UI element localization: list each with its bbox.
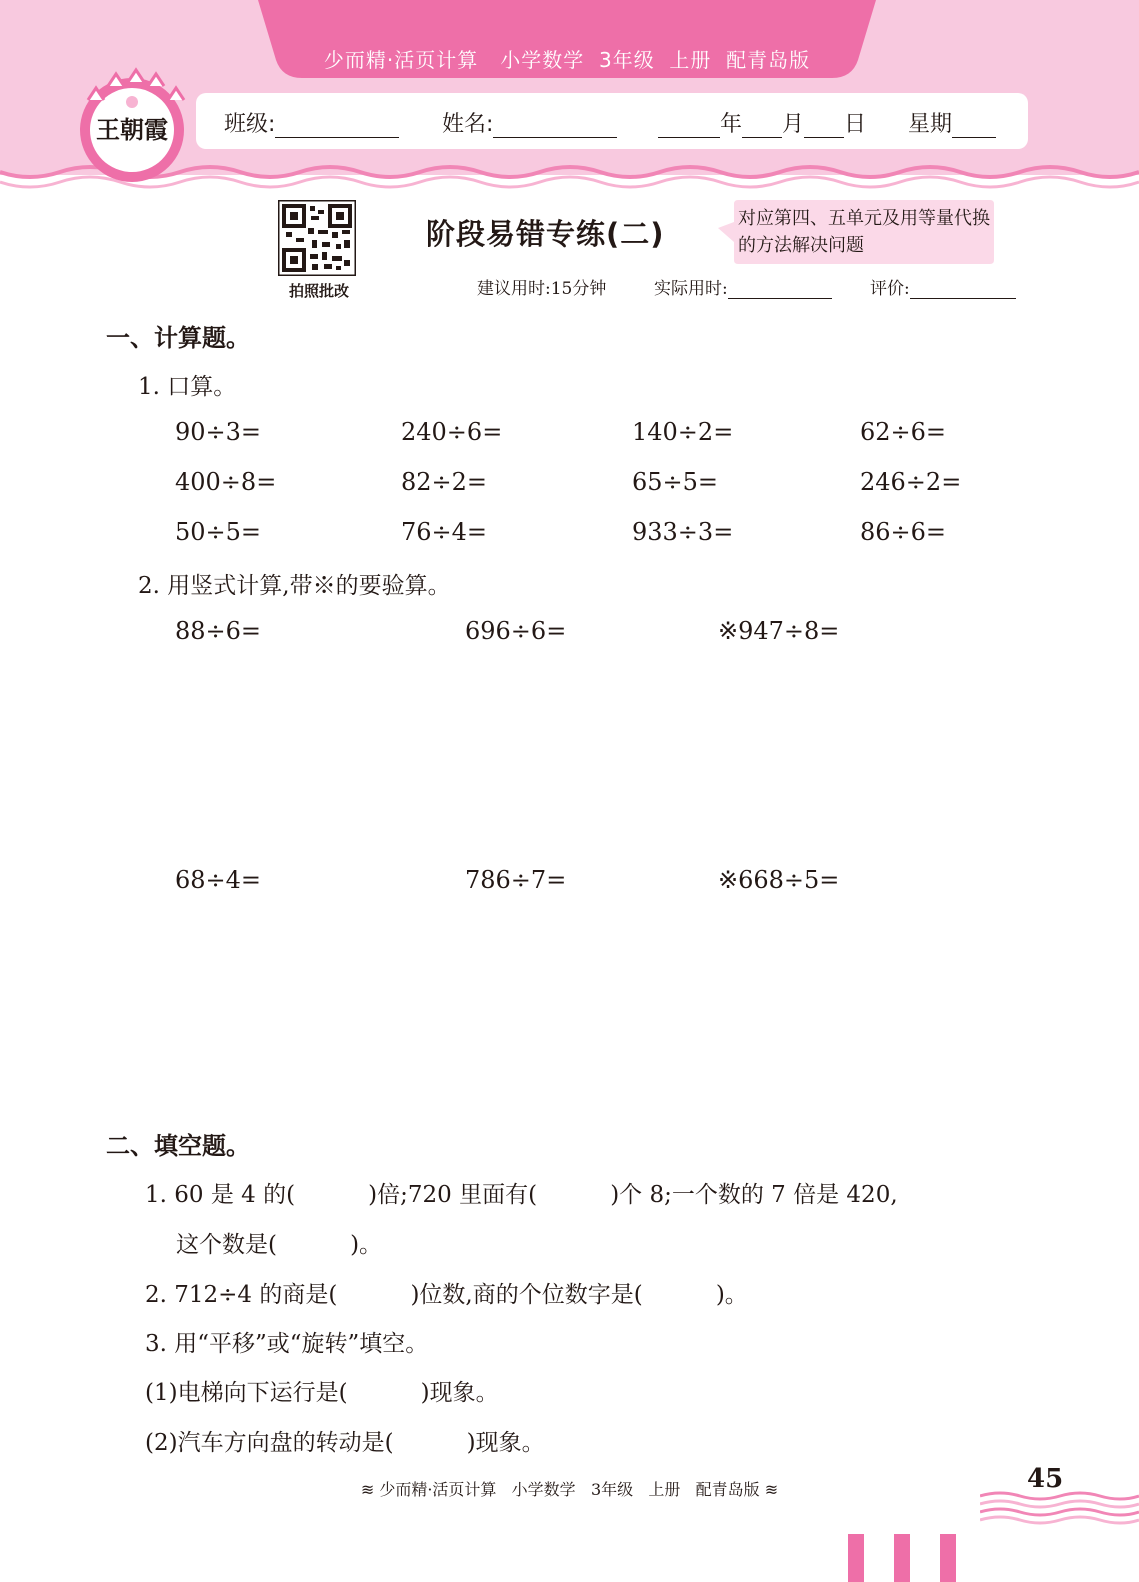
name-field[interactable]	[442, 107, 617, 138]
mental-calc-item: 400÷8=	[175, 468, 277, 496]
section-2-title: 二、填空题。	[106, 1132, 250, 1160]
actual-time-label: 实际用时:	[654, 279, 728, 299]
weekday-label: 星期	[908, 112, 953, 137]
mental-calc-item: 82÷2=	[401, 468, 488, 496]
month-blank[interactable]	[742, 116, 782, 138]
mental-calc-item: 90÷3=	[175, 418, 262, 446]
mental-calc-item: 62÷6=	[860, 418, 947, 446]
qr-code-icon[interactable]	[278, 200, 356, 276]
student-info-box	[196, 93, 1028, 149]
vertical-calc-item: 88÷6=	[175, 617, 262, 645]
evaluation-blank[interactable]	[910, 281, 1016, 299]
month-label: 月	[782, 112, 805, 137]
evaluation-field[interactable]	[870, 274, 1016, 299]
vertical-calc-item: 68÷4=	[175, 866, 262, 894]
date-field[interactable]	[658, 107, 866, 138]
footer-bar-decoration	[848, 1534, 958, 1582]
brand-logo	[76, 66, 188, 190]
name-label: 姓名:	[442, 112, 494, 137]
section-1-title: 一、计算题。	[106, 324, 250, 352]
question-1-label: 1. 口算。	[138, 374, 237, 400]
suggested-time: 建议用时:15分钟	[477, 279, 607, 299]
logo-text: 王朝霞	[96, 115, 168, 144]
fill-question-1: 1. 60 是 4 的( )倍;720 里面有( )个 8;一个数的 7 倍是 420,	[145, 1182, 898, 1208]
fill-question-1-cont: 这个数是( )。	[176, 1232, 383, 1258]
mental-calc-item: 246÷2=	[860, 468, 962, 496]
weekday-field[interactable]	[908, 107, 996, 138]
name-blank[interactable]	[493, 116, 617, 138]
fill-question-3-2: (2)汽车方向盘的转动是( )现象。	[145, 1430, 545, 1456]
actual-time-field[interactable]	[654, 274, 832, 299]
qr-caption: 拍照批改	[288, 282, 349, 300]
actual-time-blank[interactable]	[728, 281, 832, 299]
mental-calc-item: 65÷5=	[632, 468, 719, 496]
fill-question-3-1: (1)电梯向下运行是( )现象。	[145, 1380, 499, 1406]
question-2-label: 2. 用竖式计算,带※的要验算。	[138, 573, 451, 599]
mental-calc-item: 86÷6=	[860, 518, 947, 546]
footer-wave-decoration	[980, 1488, 1139, 1528]
vertical-calc-item: 786÷7=	[465, 866, 567, 894]
evaluation-label: 评价:	[870, 279, 910, 299]
fill-question-3: 3. 用“平移”或“旋转”填空。	[145, 1331, 429, 1357]
day-label: 日	[844, 112, 867, 137]
mental-calc-item: 240÷6=	[401, 418, 503, 446]
vertical-calc-item: ※668÷5=	[718, 866, 840, 894]
day-blank[interactable]	[804, 116, 844, 138]
page-number: 45	[1027, 1464, 1064, 1494]
year-blank[interactable]	[658, 116, 720, 138]
mental-calc-item: 933÷3=	[632, 518, 734, 546]
series-title: 少而精·活页计算 小学数学 3年级 上册 配青岛版	[323, 48, 811, 72]
class-field[interactable]	[224, 107, 399, 138]
class-label: 班级:	[224, 112, 276, 137]
weekday-blank[interactable]	[952, 116, 996, 138]
vertical-calc-item: 696÷6=	[465, 617, 567, 645]
mental-calc-item: 76÷4=	[401, 518, 488, 546]
vertical-calc-item: ※947÷8=	[718, 617, 840, 645]
mental-calc-item: 140÷2=	[632, 418, 734, 446]
class-blank[interactable]	[275, 116, 399, 138]
year-label: 年	[720, 112, 743, 137]
page-title: 阶段易错专练(二)	[426, 217, 665, 251]
mental-calc-item: 50÷5=	[175, 518, 262, 546]
footer-series: ≋ 少而精·活页计算 小学数学 3年级 上册 配青岛版 ≋	[360, 1480, 779, 1499]
fill-question-2: 2. 712÷4 的商是( )位数,商的个位数字是( )。	[145, 1282, 748, 1308]
note-text: 对应第四、五单元及用等量代换的方法解决问题	[738, 208, 990, 256]
